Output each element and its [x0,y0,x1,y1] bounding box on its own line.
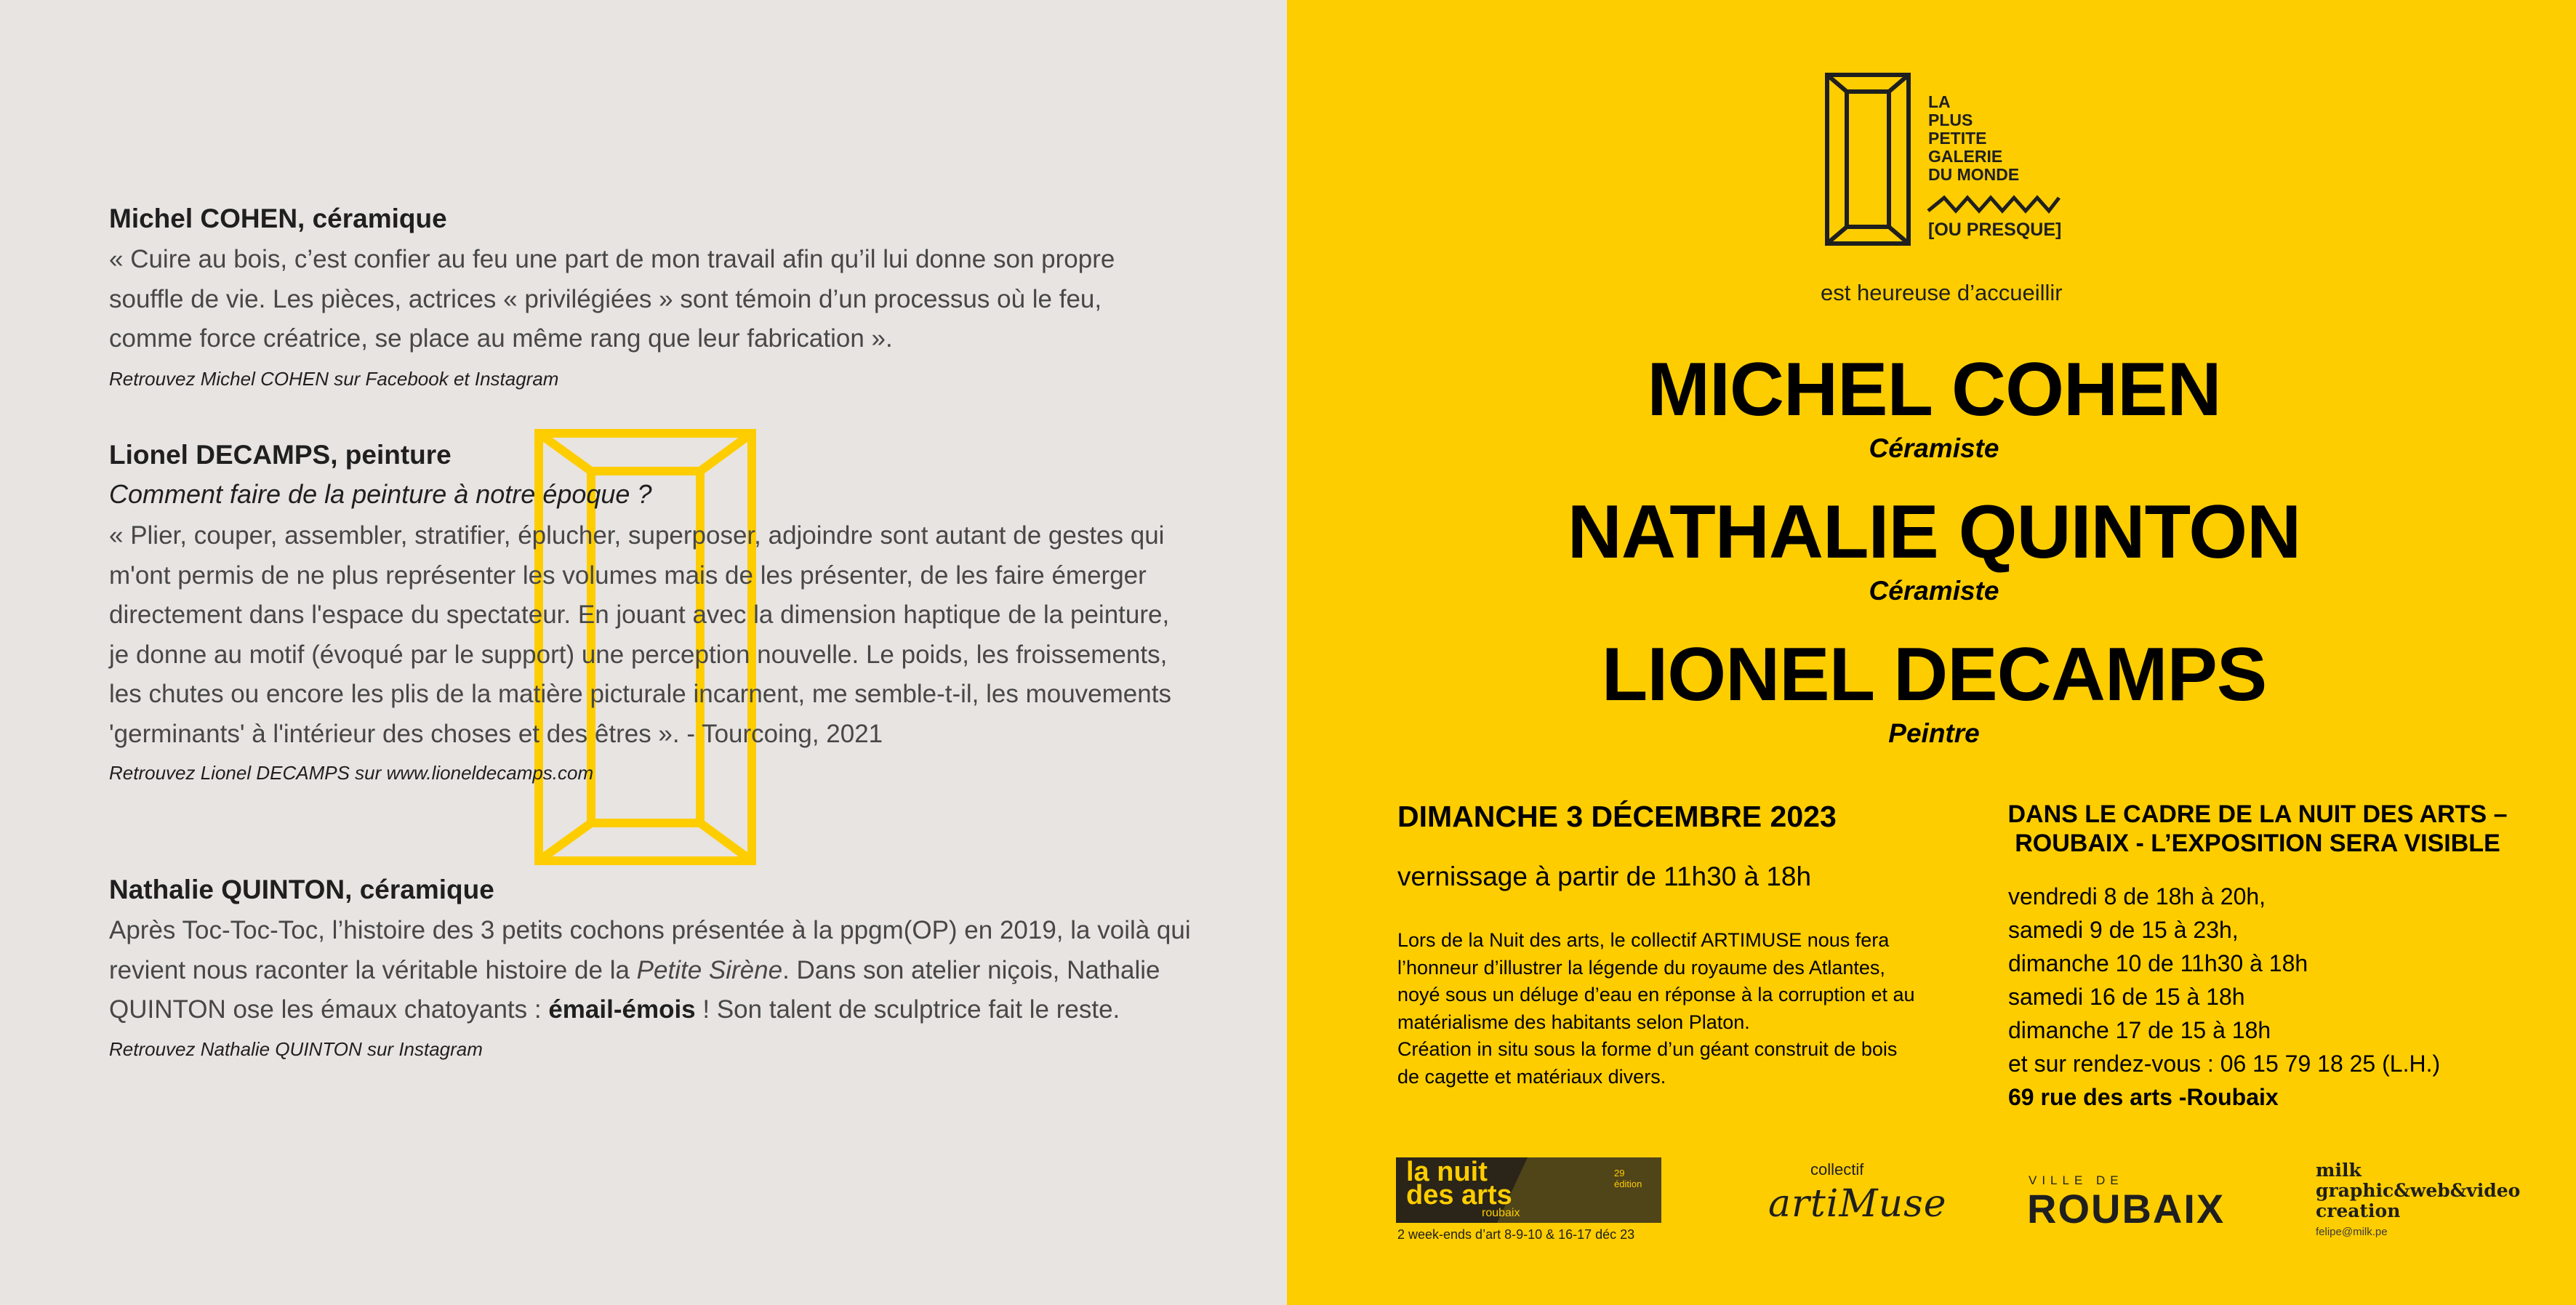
artist-block-2 [1418,490,2450,574]
artist-name: LIONEL DECAMPS [1601,633,2267,717]
nda-edition-label: édition [1614,1178,1642,1189]
description-line: matérialisme des habitants selon Platon. [1397,1011,1750,1033]
cohen-quote-line: comme force créatrice, se place au même rang que leur fabrication ». [109,324,893,353]
milk-line: graphic&web&video [2316,1180,2521,1201]
milk-line: creation [2316,1200,2401,1221]
roubaix-logo: ROUBAIX [2027,1186,2226,1232]
description-line: de cagette et matériaux divers. [1397,1065,1666,1088]
collectif-label: collectif [1810,1160,1864,1178]
artist-role: Céramiste [1869,433,1999,463]
description-line: l’honneur d’illustrer la légende du royaume des Atlantes, [1397,956,1885,979]
nda-caption: 2 week-ends d’art 8-9-10 & 16-17 déc 23 [1397,1227,1635,1242]
description-line: Lors de la Nuit des arts, le collectif ARTIMUSE nous fera [1397,929,1890,951]
event-description [1397,927,1957,1091]
logo-line: GALERIE [1928,147,2003,166]
quinton-line-3-a: QUINTON ose les émaux chatoyants : [109,995,549,1024]
artist-role: Céramiste [1869,576,1999,606]
cadre-line: ROUBAIX - L’EXPOSITION SERA VISIBLE [2015,830,2500,857]
artist-role-block-2 [1418,576,2450,606]
address: 69 rue des arts -Roubaix [2008,1084,2279,1110]
milk-logo [2316,1160,2520,1221]
quinton-line-3 [109,990,1192,1030]
schedule-item: vendredi 8 de 18h à 20h, [2008,883,2266,910]
event-date: DIMANCHE 3 DÉCEMBRE 2023 [1397,800,1837,833]
nda-edition-num: 29 [1614,1168,1625,1178]
cohen-find: Retrouvez Michel COHEN sur Facebook et Instagram [109,368,559,390]
cohen-quote-line: souffle de vie. Les pièces, actrices « privilégiées » sont témoin d’un processus où le feu, [109,284,1102,313]
quinton-line-3-bold: émail-émois [548,995,696,1024]
cohen-quote [109,240,1192,359]
ville-de-label: VILLE DE [2029,1173,2124,1187]
decamps-quote-line: les chutes ou encore les plis de la matière picturale incarnent, me semble-t-il, les mouvements [109,680,1171,708]
artist-name: MICHEL COHEN [1647,348,2221,432]
decamps-quote-line: directement dans l'espace du spectateur. En jouant avec la dimension haptique de la peinture, [109,601,1170,629]
quinton-line-2-em: Petite Sirène [636,955,783,984]
artist-name: NATHALIE QUINTON [1567,490,2301,574]
schedule-item: dimanche 17 de 15 à 18h [2008,1017,2271,1043]
logo-line: DU MONDE [1928,165,2020,184]
artist-block-3 [1418,633,2450,717]
accueil-text: est heureuse d’accueillir [1821,280,2063,305]
milk-line: milk [2316,1160,2362,1181]
milk-email: felipe@milk.pe [2316,1226,2388,1238]
decamps-subtitle: Comment faire de la peinture à notre époque ? [109,479,652,509]
quinton-line-2-b: . Dans son atelier niçois, Nathalie [782,955,1160,984]
logo-bottom-text: [OU PRESQUE] [1928,220,2062,240]
quinton-line-2 [109,951,1192,991]
decamps-quote [109,516,1192,754]
description-line: noyé sous un déluge d’eau en réponse à la corruption et au [1397,984,1915,1005]
decamps-quote-line: « Plier, couper, assembler, stratifier, éplucher, superposer, adjoindre sont autant de gestes qui [109,521,1165,550]
quinton-find: Retrouvez Nathalie QUINTON sur Instagram [109,1038,483,1060]
quinton-line-2-a: revient nous raconter la véritable histoire de la [109,955,637,984]
nda-city: roubaix [1482,1207,1520,1219]
quinton-text [109,911,1192,1030]
artimuse-logo: artiMuse [1768,1182,1947,1226]
quinton-line-1: Après Toc-Toc-Toc, l’histoire des 3 petits cochons présentée à la ppgm(OP) en 2019, la voilà qui [109,916,1191,944]
artist-role-block-1 [1418,433,2450,464]
artist-role: Peintre [1888,718,1980,748]
decamps-quote-line: je donne au motif (évoqué par le support) une perception nouvelle. Le poids, les froissements, [109,640,1168,669]
schedule-item: samedi 16 de 15 à 18h [2008,984,2245,1010]
quinton-heading: Nathalie QUINTON, céramique [109,875,494,904]
nda-edition [1614,1168,1642,1189]
gallery-logo-text [1928,93,2019,184]
schedule-item: samedi 9 de 15 à 23h, [2008,917,2239,943]
artist-role-block-3 [1418,718,2450,749]
vernissage-text: vernissage à partir de 11h30 à 18h [1397,862,1812,891]
decamps-heading: Lionel DECAMPS, peinture [109,440,452,470]
logo-line: PLUS [1928,111,1973,129]
schedule-item: dimanche 10 de 11h30 à 18h [2008,950,2308,976]
artist-block-1 [1418,348,2450,432]
cohen-heading: Michel COHEN, céramique [109,204,447,233]
decamps-find: Retrouvez Lionel DECAMPS sur www.lioneldecamps.com [109,762,594,784]
nda-title-1: la nuit [1406,1157,1488,1187]
cohen-quote-line: « Cuire au bois, c’est confier au feu une part de mon travail afin qu’il lui donne son propre [109,245,1115,273]
quinton-line-3-b: ! Son talent de sculptrice fait le reste. [695,995,1120,1024]
nda-title-2: des arts [1406,1180,1512,1210]
logo-line: LA [1928,92,1951,111]
decamps-quote-line: m'ont permis de ne plus représenter les volumes mais de les présenter, de les faire émerger [109,561,1147,590]
nuit-des-arts-logo [1396,1157,1661,1223]
cadre-heading [2003,800,2512,858]
decamps-quote-line: 'germinants' à l'intérieur des choses et des êtres ». - Tourcoing, 2021 [109,719,883,748]
cadre-line: DANS LE CADRE DE LA NUIT DES ARTS – [2007,800,2508,828]
schedule-list [2008,880,2440,1114]
description-line: Création in situ sous la forme d’un géant construit de bois [1397,1038,1898,1060]
schedule-item: et sur rendez-vous : 06 15 79 18 25 (L.H.) [2008,1051,2441,1077]
logo-line: PETITE [1928,129,1987,148]
